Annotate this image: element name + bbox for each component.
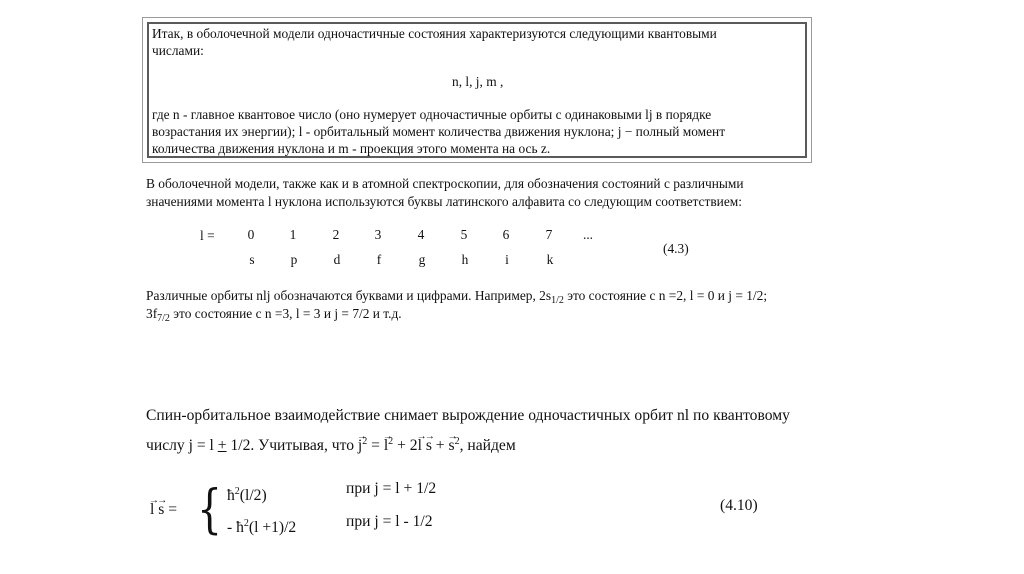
formula-case-1 [227, 482, 267, 506]
formula-lhs [150, 500, 177, 520]
para1-line-1: В оболочечной модели, также как и в атомной спектроскопии, для обозначения состояний с различными [146, 176, 744, 191]
quantum-numbers: n, l, j, m , [452, 74, 504, 89]
table-letter: i [505, 252, 509, 267]
vector-j: → j [358, 436, 362, 456]
table-l-label: l = [200, 228, 215, 243]
plus-two: + 2 [393, 437, 418, 454]
superscript-2: 2 [243, 518, 249, 529]
equation-number-4-3: (4.3) [663, 241, 689, 256]
formula-condition-1: при j = l + 1/2 [346, 480, 437, 497]
equation-number-4-10: (4.10) [720, 497, 758, 514]
left-brace: { [197, 480, 222, 540]
case-2-expression: (l +1)/2 [248, 519, 297, 536]
subscript-1-2: 1/2 [551, 295, 564, 306]
table-value: 6 [502, 227, 510, 242]
hbar-symbol: - ħ [227, 519, 244, 536]
table-letter: f [376, 252, 382, 267]
formula-case-2 [227, 514, 296, 538]
table-value: 2 [332, 227, 340, 242]
box-line-4: возрастания их энергии); l - орбитальный момент количества движения нуклона; j − полный момент [152, 124, 726, 139]
table-value: 0 [247, 227, 255, 242]
table-value: 1 [289, 227, 297, 242]
vector-l: → l [384, 436, 388, 456]
superscript-2: 2 [454, 436, 460, 447]
table-ellipsis: ... [582, 227, 594, 242]
hbar-symbol: ħ [227, 487, 235, 504]
formula-condition-2: при j = l - 1/2 [346, 513, 433, 530]
slide-text-b: 1/2. Учитывая, что [226, 437, 358, 454]
table-letter: k [546, 252, 554, 267]
slide-text-a: числу j = l [146, 437, 218, 454]
para2-text-c: 3f [146, 306, 158, 321]
box-line-3: где n - главное квантовое число (оно нумерует одночастичные орбиты с одинаковыми lj в порядке [152, 107, 712, 122]
table-letter: h [461, 252, 469, 267]
superscript-2: 2 [234, 486, 240, 497]
slide-text-tail: , найдем [459, 437, 516, 454]
para2-text-b: это состояние с n =2, l = 0 и j = 1/2; [563, 288, 768, 303]
para2-line-2 [146, 305, 402, 327]
vector-s: → s [158, 500, 164, 520]
plus-sign: + [431, 437, 449, 454]
table-value: 4 [417, 227, 425, 242]
table-value: 5 [460, 227, 468, 242]
table-value: 3 [374, 227, 382, 242]
para1-line-2: значениями момента l нуклона используются буквы латинского алфавита со следующим соответствием: [146, 194, 742, 209]
equals-sign: = [367, 437, 384, 454]
vector-s: → s [426, 436, 432, 456]
superscript-2: 2 [388, 436, 394, 447]
plus-minus-sign: + [217, 437, 227, 454]
vector-s: → s [448, 436, 454, 456]
table-value: 7 [545, 227, 553, 242]
box-line-1: Итак, в оболочечной модели одночастичные состояния характеризуются следующими квантовыми [152, 26, 717, 41]
case-1-expression: (l/2) [239, 487, 267, 504]
table-letter: d [333, 252, 341, 267]
vector-l: → l [150, 500, 154, 520]
slide-line-1: Спин-орбитальное взаимодействие снимает вырождение одночастичных орбит nl по квантовому [146, 407, 790, 424]
slide-line-2 [146, 432, 516, 456]
table-letter: g [418, 252, 426, 267]
vector-l: → l [418, 436, 422, 456]
para2-text-d: это состояние с n =3, l = 3 и j = 7/2 и т.д. [169, 306, 402, 321]
table-letter: p [290, 252, 298, 267]
equals-sign: = [164, 501, 178, 518]
table-letter: s [249, 252, 255, 267]
superscript-2: 2 [362, 436, 368, 447]
box-line-5: количества движения нуклона и m - проекция этого момента на ось z. [152, 141, 551, 156]
para2-text-a: Различные орбиты nlj обозначаются буквами и цифрами. Например, 2s [146, 288, 552, 303]
box-line-2: числами: [152, 43, 204, 58]
subscript-7-2: 7/2 [157, 313, 170, 324]
